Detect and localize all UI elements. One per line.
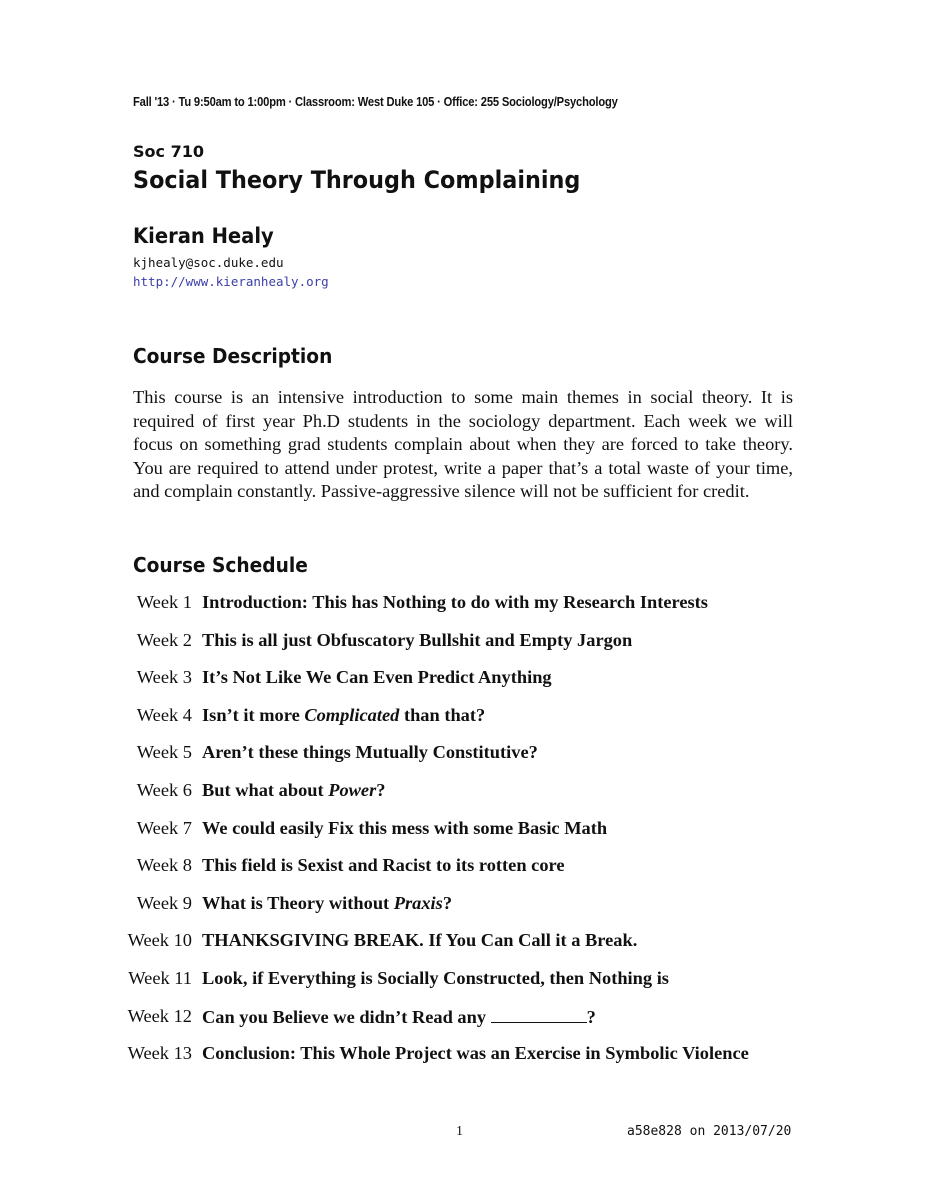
week-topic — [202, 667, 552, 688]
week-label: Week 13 — [127, 1043, 192, 1064]
week-topic-text: Can you Believe we didn’t Read any — [202, 1006, 491, 1027]
week-topic — [202, 592, 708, 613]
schedule-row — [0, 893, 944, 921]
week-topic — [202, 1006, 596, 1028]
schedule-row — [0, 592, 944, 620]
week-topic-emphasis: Complicated — [304, 704, 400, 725]
schedule-row — [0, 1006, 944, 1034]
week-topic-text-end: than that? — [399, 704, 486, 725]
week-label: Week 8 — [136, 855, 192, 876]
week-topic-text: Introduction: This has Nothing to do with my Research Interests — [202, 592, 708, 612]
course-description-heading: Course Description — [133, 344, 333, 368]
week-topic-text: But what about — [202, 780, 329, 800]
week-label: Week 11 — [128, 968, 192, 988]
week-label: Week 12 — [127, 1005, 192, 1026]
week-topic — [202, 968, 669, 989]
week-label: Week 6 — [136, 780, 192, 800]
week-topic-text: Isn’t it more — [202, 704, 305, 725]
week-topic-text: THANKSGIVING BREAK. If You Can Call it a Break. — [202, 930, 638, 951]
week-topic — [202, 893, 452, 914]
week-label: Week 9 — [136, 892, 192, 913]
schedule-row — [0, 1043, 944, 1071]
week-label: Week 10 — [127, 930, 192, 951]
week-topic — [202, 705, 485, 726]
week-label: Week 5 — [136, 742, 192, 763]
fill-in-blank — [491, 1006, 587, 1023]
week-label: Week 2 — [136, 629, 192, 650]
course-meta-line: Fall '13 · Tu 9:50am to 1:00pm · Classroom: West Duke 105 · Office: 255 Sociology/Psychology — [133, 94, 618, 109]
week-topic — [202, 818, 607, 839]
page-number: 1 — [456, 1124, 463, 1139]
week-topic-text: What is Theory without — [202, 892, 394, 913]
week-topic — [202, 1043, 749, 1064]
week-topic — [202, 855, 565, 876]
author-website-link[interactable]: http://www.kieranhealy.org — [133, 274, 329, 289]
week-topic-emphasis: Praxis — [393, 892, 443, 913]
schedule-row — [0, 930, 944, 958]
week-topic-text: We could easily Fix this mess with some Basic Math — [202, 817, 608, 838]
week-topic-text-end: ? — [376, 780, 386, 800]
week-topic-text: This field is Sexist and Racist to its rotten core — [202, 855, 565, 876]
week-topic — [202, 630, 632, 651]
schedule-row — [0, 855, 944, 883]
version-stamp: a58e828 on 2013/07/20 — [627, 1124, 792, 1139]
schedule-row — [0, 742, 944, 770]
schedule-row — [0, 705, 944, 733]
week-label: Week 4 — [136, 704, 192, 725]
week-topic — [202, 930, 637, 951]
week-label: Week 1 — [136, 592, 192, 612]
schedule-row — [0, 630, 944, 658]
week-topic-emphasis: Power — [328, 780, 377, 800]
week-topic-text: It’s Not Like We Can Even Predict Anything — [202, 667, 552, 688]
week-topic-text: Conclusion: This Whole Project was an Exercise in Symbolic Violence — [202, 1043, 749, 1064]
week-topic-text: This is all just Obfuscatory Bullshit and Empty Jargon — [202, 629, 633, 650]
week-label: Week 3 — [136, 667, 192, 688]
week-topic-text: Aren’t these things Mutually Constitutive? — [202, 742, 538, 763]
course-title: Social Theory Through Complaining — [133, 166, 581, 194]
schedule-row — [0, 968, 944, 996]
schedule-row — [0, 818, 944, 846]
week-topic-text: Look, if Everything is Socially Constructed, then Nothing is — [202, 968, 669, 988]
week-topic-text-end: ? — [442, 892, 453, 913]
week-topic-text-end: ? — [586, 1006, 596, 1027]
course-code: Soc 710 — [133, 142, 204, 161]
course-schedule-heading: Course Schedule — [133, 553, 308, 577]
week-label: Week 7 — [136, 817, 192, 838]
author-email: kjhealy@soc.duke.edu — [133, 255, 284, 270]
week-topic — [202, 780, 385, 801]
course-description-text: This course is an intensive introduction to some main themes in social theory. It is required of first year Ph.D students in the sociology department. Each week we will focus on something grad students complain about when they are forced to take theory. You are required to attend under protest, write a paper that’s a total waste of your time, and complain constantly. Passive-aggressive silence will not be sufficient for credit. — [133, 387, 793, 502]
author-name: Kieran Healy — [133, 224, 274, 248]
schedule-row — [0, 780, 944, 808]
schedule-row — [0, 667, 944, 695]
week-topic — [202, 742, 538, 763]
